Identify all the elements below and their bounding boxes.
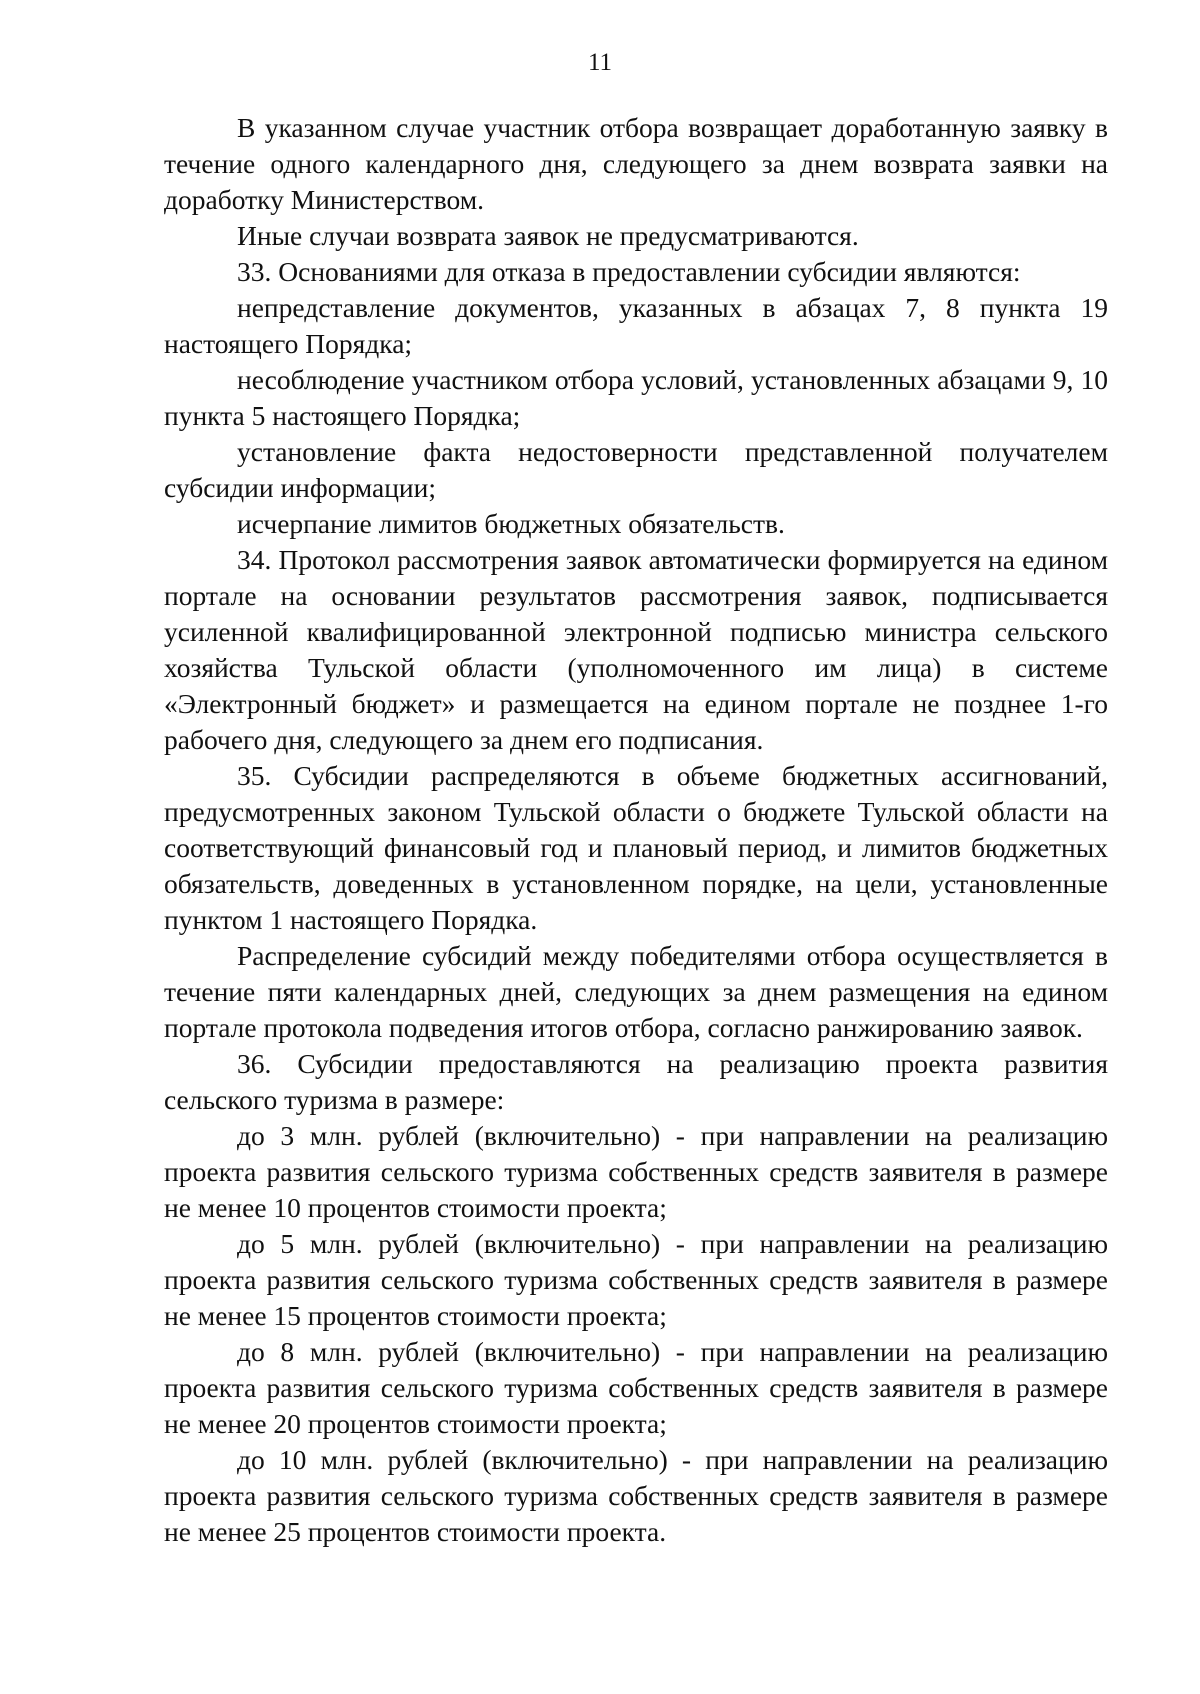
paragraph-33-refusal-grounds: 33. Основаниями для отказа в предоставлении субсидии являются:: [237, 256, 1021, 287]
paragraph-distribution-among-winners: Распределение субсидий между победителями отбора осуществляется в течение пяти календарных дней, следующих за днем размещения на едином портале протокола подведения итогов отбора, согласно ранжированию заявок.: [164, 940, 1108, 1043]
paragraph-refusal-limits-exhausted: исчерпание лимитов бюджетных обязательств.: [237, 508, 785, 539]
paragraph-35-subsidy-distribution: 35. Субсидии распределяются в объеме бюджетных ассигнований, предусмотренных законом Тульской области о бюджете Тульской области на соответствующий финансовый год и плановый период, и лимитов бюджетных обязательств, доведенных в установленном порядке, на цели, установленные пунктом 1 настоящего Порядка.: [164, 760, 1108, 935]
document-body: [164, 110, 1108, 1550]
paragraph-refusal-missing-documents: непредставление документов, указанных в абзацах 7, 8 пункта 19 настоящего Порядка;: [164, 292, 1108, 359]
paragraph-refusal-false-information: установление факта недостоверности представленной получателем субсидии информации;: [164, 436, 1108, 503]
page-number: 11: [587, 49, 613, 76]
paragraph-other-return-cases: Иные случаи возврата заявок не предусматриваются.: [237, 220, 859, 251]
paragraph-amount-3-million: до 3 млн. рублей (включительно) - при направлении на реализацию проекта развития сельского туризма собственных средств заявителя в размере не менее 10 процентов стоимости проекта;: [164, 1120, 1108, 1223]
paragraph-36-subsidy-amounts: 36. Субсидии предоставляются на реализацию проекта развития сельского туризма в размере:: [164, 1048, 1108, 1115]
paragraph-amount-10-million: до 10 млн. рублей (включительно) - при направлении на реализацию проекта развития сельского туризма собственных средств заявителя в размере не менее 25 процентов стоимости проекта.: [164, 1444, 1108, 1547]
paragraph-return-revised-application: В указанном случае участник отбора возвращает доработанную заявку в течение одного календарного дня, следующего за днем возврата заявки на доработку Министерством.: [164, 112, 1108, 215]
paragraph-refusal-conditions-not-met: несоблюдение участником отбора условий, установленных абзацами 9, 10 пункта 5 настоящего Порядка;: [164, 364, 1108, 431]
paragraph-amount-8-million: до 8 млн. рублей (включительно) - при направлении на реализацию проекта развития сельского туризма собственных средств заявителя в размере не менее 20 процентов стоимости проекта;: [164, 1336, 1108, 1439]
paragraph-amount-5-million: до 5 млн. рублей (включительно) - при направлении на реализацию проекта развития сельского туризма собственных средств заявителя в размере не менее 15 процентов стоимости проекта;: [164, 1228, 1108, 1331]
paragraph-34-review-protocol: 34. Протокол рассмотрения заявок автоматически формируется на едином портале на основании результатов рассмотрения заявок, подписывается усиленной квалифицированной электронной подписью министра сельского хозяйства Тульской области (уполномоченного им лица) в системе «Электронный бюджет» и размещается на едином портале не позднее 1-го рабочего дня, следующего за днем его подписания.: [164, 544, 1108, 755]
